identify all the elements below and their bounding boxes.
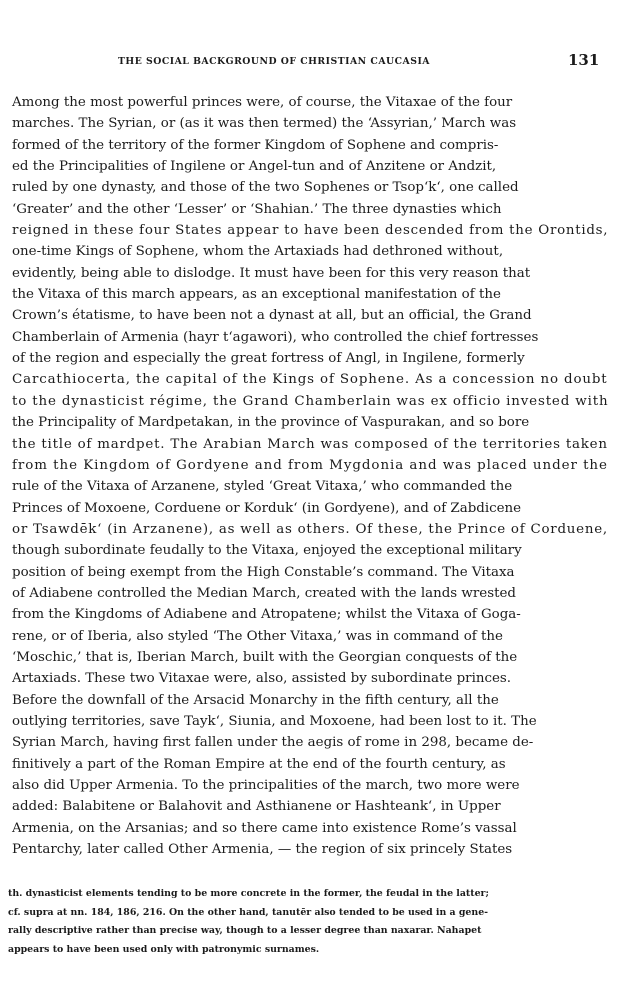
body-line: Crown’s étatisme, to have been not a dynast at all, but an official, the Grand [12,308,532,324]
body-line: Artaxiads. These two Vitaxae were, also, assisted by subordinate princes. [12,671,512,687]
body-line: Before the downfall of the Arsacid Monarchy in the fifth century, all the [12,692,499,708]
body-line: ‘Greater’ and the other ‘Lesser’ or ‘Shahian.’ The three dynasties which [12,201,502,217]
body-line: of Adiabene controlled the Median March, created with the lands wrested [12,585,516,601]
body-line: Chamberlain of Armenia (hayr t‘agawori), who controlled the chief fortresses [12,329,539,345]
body-line: finitively a part of the Roman Empire at the end of the fourth century, as [12,756,506,772]
body-line: rene, or of Iberia, also styled ‘The Other Vitaxa,’ was in command of the [12,628,503,644]
body-line: Carcathiocerta, the capital of the Kings of Sophene. As a concession no doubt [12,372,608,388]
body-line: Princes of Moxoene, Corduene or Korduk‘ (in Gordyene), and of Zabdicene [12,500,522,516]
body-text [12,92,610,860]
body-line: or Tsawdēk‘ (in Arzanene), as well as others. Of these, the Prince of Corduene, [12,521,608,537]
body-line: the title of mardpet. The Arabian March was composed of the territories taken [12,436,608,452]
page-header [0,50,628,72]
body-line: the Principality of Mardpetakan, in the province of Vaspurakan, and so bore [12,415,530,431]
running-title: THE SOCIAL BACKGROUND OF CHRISTIAN CAUCASIA [118,56,431,67]
body-line: rule of the Vitaxa of Arzanene, styled ‘Great Vitaxa,’ who commanded the [12,479,513,495]
body-line: of the region and especially the great fortress of Angl, in Ingilene, formerly [12,351,525,367]
body-line: marches. The Syrian, or (as it was then termed) the ‘Assyrian,’ March was [12,116,517,132]
body-line: outlying territories, save Tayk‘, Siunia, and Moxoene, had been lost to it. The [12,713,537,729]
body-line: added: Balabitene or Balahovit and Asthianene or Hashteank‘, in Upper [12,799,501,815]
body-line: from the Kingdoms of Adiabene and Atropatene; whilst the Vitaxa of Goga- [12,607,521,623]
body-line: Syrian March, having first fallen under the aegis of rome in 298, became de- [12,735,534,751]
body-line: though subordinate feudally to the Vitaxa, enjoyed the exceptional military [12,543,522,559]
body-line: from the Kingdom of Gordyene and from Mygdonia and was placed under the [12,457,608,473]
footnote-line: appears to have been used only with patronymic surnames. [8,943,320,955]
body-line: Pentarchy, later called Other Armenia, — the region of six princely States [12,842,513,858]
footnote [8,885,608,959]
body-line: formed of the territory of the former Kingdom of Sophene and compris- [12,137,499,153]
body-line: ed the Principalities of Ingilene or Angel-tun and of Anzitene or Andzit, [12,159,497,175]
body-line: position of being exempt from the High Constable’s command. The Vitaxa [12,564,515,580]
footnote-line: cf. supra at nn. 184, 186, 216. On the other hand, tanutēr also tended to be used in a gene- [8,906,489,918]
body-line: ruled by one dynasty, and those of the two Sophenes or Tsop‘k‘, one called [12,180,519,196]
footnote-line: th. dynasticist elements tending to be more concrete in the former, the feudal in the latter; [8,888,489,899]
body-line: Among the most powerful princes were, of course, the Vitaxae of the four [12,95,513,110]
body-line: ‘Moschic,’ that is, Iberian March, built with the Georgian conquests of the [12,649,518,665]
body-line: Armenia, on the Arsanias; and so there came into existence Rome’s vassal [12,820,517,836]
body-line: to the dynasticist régime, the Grand Chamberlain was ex officio invested with [12,393,609,409]
page-number: 131 [568,51,600,69]
body-line: evidently, being able to dislodge. It must have been for this very reason that [12,265,531,281]
footnote-line: rally descriptive rather than precise way, though to a lesser degree than naxarar. Nahapet [8,925,482,936]
body-line: the Vitaxa of this march appears, as an exceptional manifestation of the [12,287,501,303]
body-line: also did Upper Armenia. To the principalities of the march, two more were [12,778,520,793]
body-line: one-time Kings of Sophene, whom the Artaxiads had dethroned without, [12,244,504,260]
body-line: reigned in these four States appear to have been descended from the Orontids, [12,223,609,239]
